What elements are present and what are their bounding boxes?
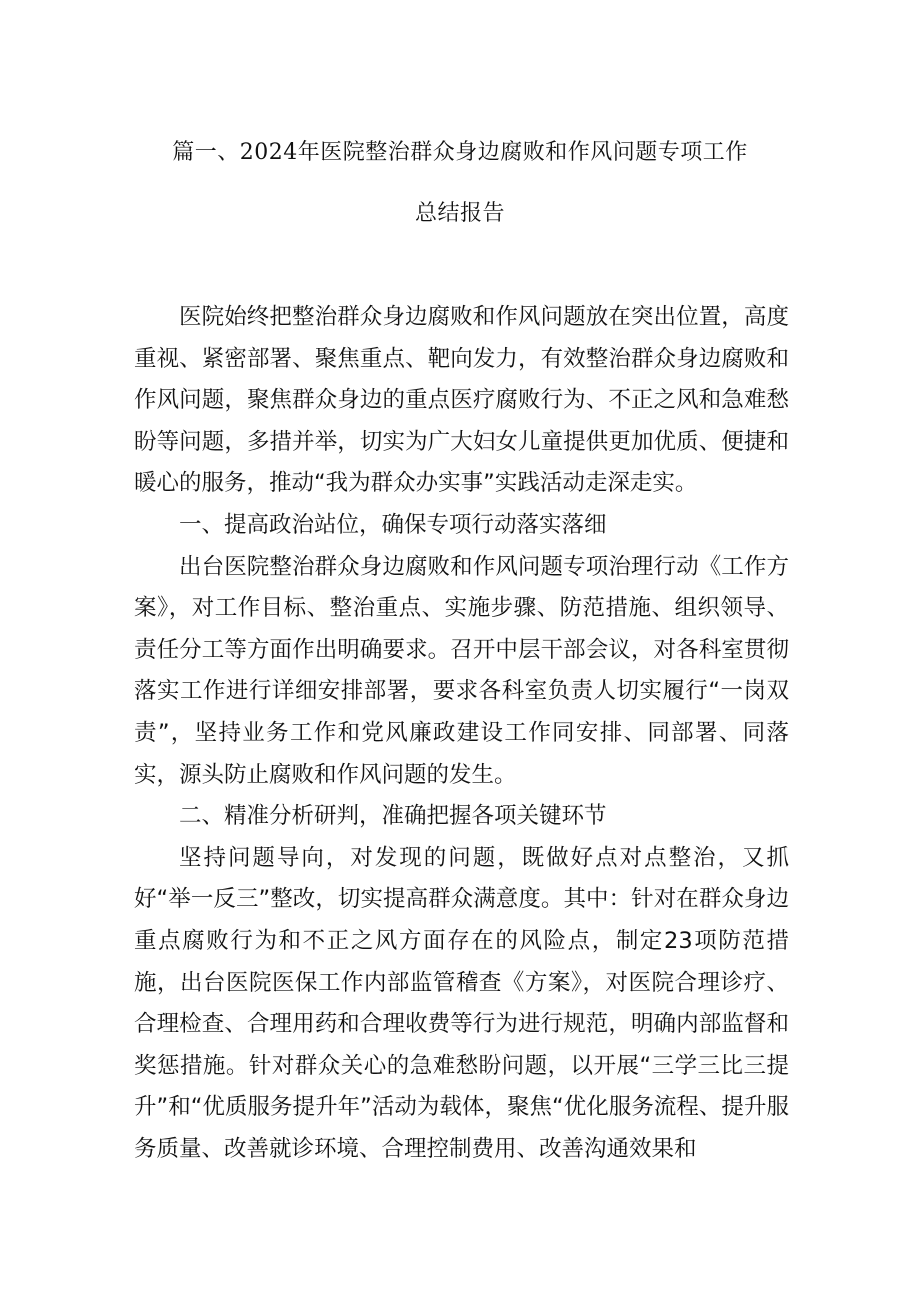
section-1-paragraph: 出台医院整治群众身边腐败和作风问题专项治理行动《工作方案》，对工作目标、整治重点、实施步骤、防范措施、组织领导、责任分工等方面作出明确要求。召开中层干部会议，对各科室贯彻落实工作进行详细安排部署，要求各科室负责人切实履行“一岗双责”，坚持业务工作和党风廉政建设工作同安排、同部署、同落实，源头防止腐败和作风问题的发生。 [134, 553, 789, 788]
section-2-paragraph: 坚持问题导向，对发现的问题，既做好点对点整治，又抓好“举一反三”整改，切实提高群众满意度。其中：针对在群众身边重点腐败行为和不正之风方面存在的风险点，制定23项防范措施，出台医院医保工作内部监管稽查《方案》，对医院合理诊疗、合理检查、合理用药和合理收费等行为进行规范，明确内部监督和奖惩措施。针对群众关心的急难愁盼问题，以开展“三学三比三提升”和“优质服务提升年”活动为载体，聚焦“优化服务流程、提升服务质量、改善就诊环境、合理控制费用、改善沟通效果和 [134, 844, 789, 1162]
intro-paragraph: 医院始终把整治群众身边腐败和作风问题放在突出位置，高度重视、紧密部署、聚焦重点、靶向发力，有效整治群众身边腐败和作风问题，聚焦群众身边的重点医疗腐败行为、不正之风和急难愁盼等问题，多措并举，切实为广大妇女儿童提供更加优质、便捷和暖心的服务，推动“我为群众办实事”实践活动走深走实。 [134, 304, 789, 497]
section-heading-1: 一、提高政治站位，确保专项行动落实落细 [179, 511, 607, 538]
section-heading-2: 二、精准分析研判，准确把握各项关键环节 [179, 803, 607, 830]
document-title-line-2: 总结报告 [414, 201, 505, 226]
document-title-line-1: 篇一、2024年医院整治群众身边腐败和作风问题专项工作 [172, 140, 748, 165]
document-body [134, 297, 789, 1170]
